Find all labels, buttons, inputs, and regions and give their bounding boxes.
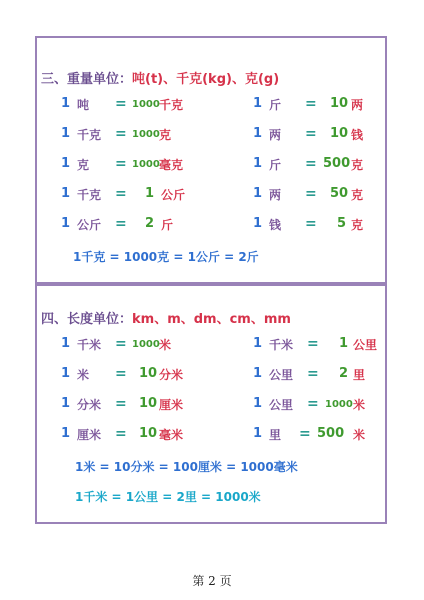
right-value-unit: 克 <box>351 218 364 232</box>
right-unit: 两 <box>269 128 282 142</box>
weight-row-2 <box>37 126 385 146</box>
left-quantity: 1 <box>61 336 71 351</box>
length-units-card <box>35 284 387 524</box>
length-heading-units: km、m、dm、cm、mm <box>132 312 291 327</box>
left-value-unit: 厘米 <box>159 398 184 412</box>
left-quantity: 1 <box>61 396 71 411</box>
right-unit: 两 <box>269 188 282 202</box>
right-quantity: 1 <box>253 426 263 441</box>
left-quantity: 1 <box>61 126 71 141</box>
length-summary-2-text: 1千米 = 1公里 = 2里 = 1000米 <box>75 490 261 504</box>
equals-sign: = <box>115 366 127 382</box>
equals-sign: = <box>115 336 127 352</box>
length-row-3 <box>37 396 385 416</box>
left-value-unit: 毫克 <box>159 158 184 172</box>
left-quantity: 1 <box>61 96 71 111</box>
left-quantity: 1 <box>61 156 71 171</box>
left-value-unit: 公斤 <box>161 188 186 202</box>
left-unit: 米 <box>77 368 90 382</box>
right-value: 500 <box>317 426 345 441</box>
left-quantity: 1 <box>61 186 71 201</box>
left-value-unit: 克 <box>159 128 172 142</box>
right-value: 10 <box>330 96 349 111</box>
equals-sign: = <box>115 426 127 442</box>
equals-sign: = <box>307 396 319 412</box>
left-quantity: 1 <box>61 216 71 231</box>
left-value-unit: 分米 <box>159 368 184 382</box>
left-value: 10 <box>139 426 158 441</box>
page-number: 第 2 页 <box>192 574 232 588</box>
equals-sign: = <box>299 426 311 442</box>
equals-sign: = <box>305 126 317 142</box>
left-value-unit: 米 <box>159 338 172 352</box>
left-value: 1000 <box>132 339 160 350</box>
left-unit: 分米 <box>77 398 102 412</box>
left-unit: 克 <box>77 158 90 172</box>
right-unit: 斤 <box>269 98 282 112</box>
right-value: 2 <box>339 366 349 381</box>
equals-sign: = <box>305 96 317 112</box>
right-value-unit: 公里 <box>353 338 378 352</box>
right-value: 50 <box>330 186 349 201</box>
right-value: 1 <box>339 336 349 351</box>
right-value-unit: 里 <box>353 368 366 382</box>
left-unit: 千克 <box>77 128 102 142</box>
right-value-unit: 两 <box>351 98 364 112</box>
weight-summary: 1千克 = 1000克 = 1公斤 = 2斤 <box>73 250 259 264</box>
right-quantity: 1 <box>253 126 263 141</box>
left-value: 1000 <box>132 159 160 170</box>
left-quantity: 1 <box>61 366 71 381</box>
right-quantity: 1 <box>253 366 263 381</box>
left-value-unit: 斤 <box>161 218 174 232</box>
length-heading-label: 四、长度单位： <box>41 312 133 327</box>
right-quantity: 1 <box>253 396 263 411</box>
right-unit: 千米 <box>269 338 294 352</box>
left-unit: 公斤 <box>77 218 102 232</box>
length-heading <box>41 308 291 327</box>
right-quantity: 1 <box>253 156 263 171</box>
length-summary-2 <box>75 488 261 505</box>
length-row-4 <box>37 426 385 446</box>
equals-sign: = <box>307 366 319 382</box>
right-quantity: 1 <box>253 186 263 201</box>
length-summary-1-text: 1米 = 10分米 = 100厘米 = 1000毫米 <box>75 460 298 474</box>
left-unit: 千克 <box>77 188 102 202</box>
left-value: 1000 <box>132 99 160 110</box>
equals-sign: = <box>115 156 127 172</box>
right-value-unit: 米 <box>353 428 366 442</box>
right-value-unit: 米 <box>353 398 366 412</box>
right-value-unit: 克 <box>351 158 364 172</box>
equals-sign: = <box>115 186 127 202</box>
weight-row-3 <box>37 156 385 176</box>
left-value: 2 <box>145 216 155 231</box>
right-value: 5 <box>337 216 347 231</box>
weight-units-card <box>35 36 387 284</box>
equals-sign: = <box>305 186 317 202</box>
right-value-unit: 克 <box>351 188 364 202</box>
weight-heading <box>41 68 279 87</box>
left-unit: 吨 <box>77 98 90 112</box>
equals-sign: = <box>307 336 319 352</box>
weight-row-1 <box>37 96 385 116</box>
right-value: 500 <box>323 156 351 171</box>
left-unit: 千米 <box>77 338 102 352</box>
right-unit: 公里 <box>269 398 294 412</box>
weight-heading-label: 三、重量单位： <box>41 72 133 87</box>
right-unit: 钱 <box>269 218 282 232</box>
equals-sign: = <box>115 96 127 112</box>
right-unit: 斤 <box>269 158 282 172</box>
right-unit: 公里 <box>269 368 294 382</box>
left-value: 1000 <box>132 129 160 140</box>
left-value: 10 <box>139 396 158 411</box>
left-unit: 厘米 <box>77 428 102 442</box>
length-summary-1 <box>75 458 298 475</box>
right-quantity: 1 <box>253 216 263 231</box>
weight-row-4 <box>37 186 385 206</box>
left-value: 10 <box>139 366 158 381</box>
equals-sign: = <box>305 156 317 172</box>
equals-sign: = <box>115 216 127 232</box>
length-row-1 <box>37 336 385 356</box>
left-value: 1 <box>145 186 155 201</box>
equals-sign: = <box>115 396 127 412</box>
length-row-2 <box>37 366 385 386</box>
left-quantity: 1 <box>61 426 71 441</box>
right-value: 10 <box>330 126 349 141</box>
weight-heading-units: 吨(t)、千克(kg)、克(g) <box>132 72 280 87</box>
equals-sign: = <box>305 216 317 232</box>
right-value: 1000 <box>325 399 353 410</box>
right-value-unit: 钱 <box>351 128 364 142</box>
right-quantity: 1 <box>253 96 263 111</box>
equals-sign: = <box>115 126 127 142</box>
weight-row-5 <box>37 216 385 236</box>
right-quantity: 1 <box>253 336 263 351</box>
right-unit: 里 <box>269 428 282 442</box>
left-value-unit: 毫米 <box>159 428 184 442</box>
left-value-unit: 千克 <box>159 98 184 112</box>
